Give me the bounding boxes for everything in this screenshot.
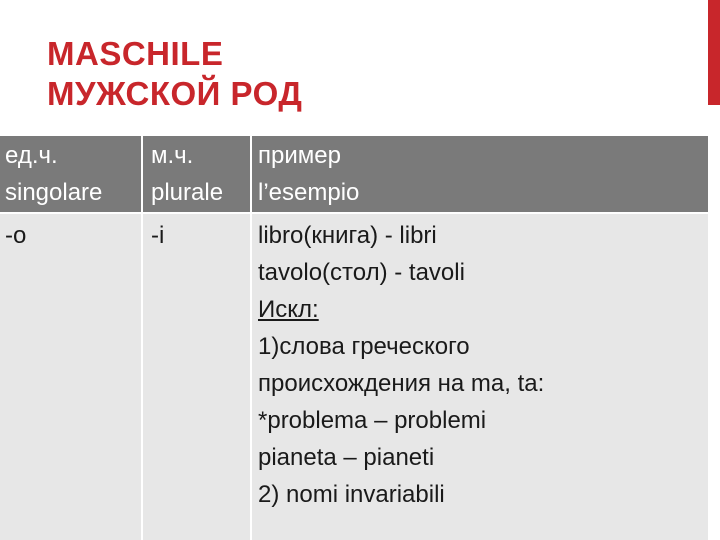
title-line-italian: MASCHILE [47, 35, 224, 72]
example-line: pianeta – pianeti [258, 444, 435, 471]
header-plural-it: plurale [151, 179, 224, 206]
cell-plural-ending: -i [151, 222, 165, 249]
example-line: tavolo(стол) - tavoli [258, 259, 465, 286]
header-plural-ru: м.ч. [151, 142, 194, 169]
example-line: происхождения на ma, ta: [258, 370, 545, 397]
slide-title [47, 34, 302, 114]
exceptions-label: Искл: [258, 296, 319, 323]
example-line: 1)слова греческого [258, 333, 470, 360]
header-plural [151, 137, 223, 211]
example-line: 2) nomi invariabili [258, 481, 445, 508]
header-singular-it: singolare [5, 179, 103, 206]
column-divider-1 [141, 136, 143, 540]
header-example [258, 137, 359, 211]
header-singular [5, 137, 102, 211]
cell-singular-ending: -o [5, 222, 27, 249]
grammar-table [0, 136, 708, 540]
title-line-russian: МУЖСКОЙ РОД [47, 75, 303, 112]
example-line: *problema – problemi [258, 407, 487, 434]
header-singular-ru: ед.ч. [5, 142, 58, 169]
header-example-ru: пример [258, 142, 341, 169]
row-divider [0, 212, 708, 214]
accent-bar [708, 0, 720, 105]
cell-examples [258, 217, 544, 513]
column-divider-2 [250, 136, 252, 540]
example-line: libro(книга) - libri [258, 222, 437, 249]
header-example-it: l’esempio [258, 179, 360, 206]
